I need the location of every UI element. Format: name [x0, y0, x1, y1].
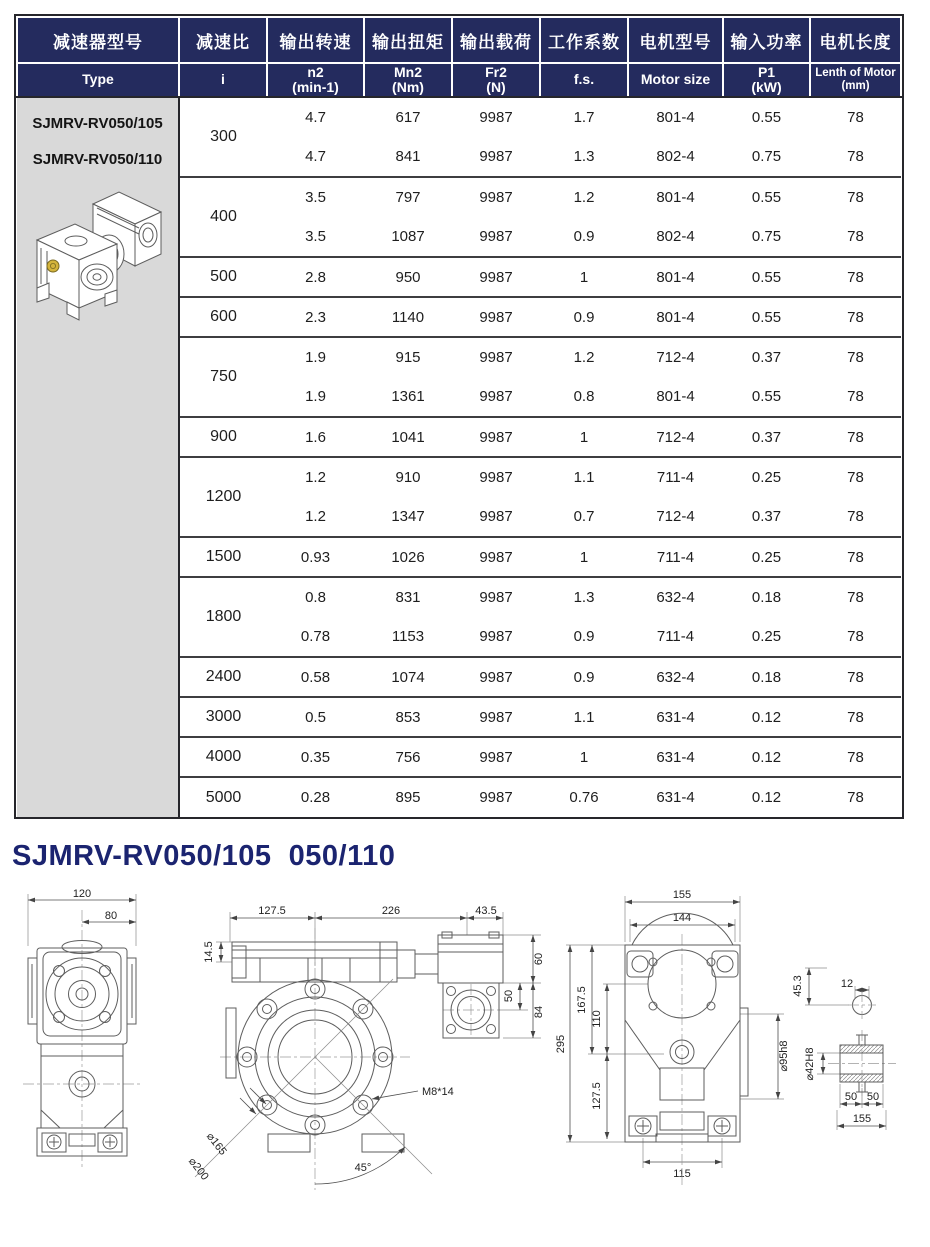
- cell: 0.25: [723, 457, 810, 497]
- col-header-speed-zh: 输出转速: [267, 17, 364, 63]
- dim-label: ⌀42H8: [804, 1047, 816, 1081]
- dim-label: 12: [840, 978, 854, 990]
- cell: 78: [847, 508, 864, 525]
- cell: 3.5: [305, 228, 326, 245]
- ratio-cell: 400: [179, 177, 267, 257]
- dim-label: ⌀165: [203, 1130, 229, 1158]
- cell: 2.8: [267, 257, 364, 297]
- cell: 78: [810, 697, 901, 737]
- cell: 0.78: [300, 628, 331, 645]
- cell: 1: [540, 737, 628, 777]
- cell: 712-4: [628, 337, 723, 377]
- header-row-zh: [17, 17, 901, 63]
- cell: 9987: [452, 257, 540, 297]
- cell: 1140: [364, 297, 452, 337]
- cell: 711-4: [628, 537, 723, 577]
- cell: 9987: [452, 577, 540, 617]
- spec-table: [14, 14, 904, 819]
- col-header-power-zh: 输入功率: [723, 17, 810, 63]
- cell: 78: [810, 417, 901, 457]
- cell: 0.55: [723, 177, 810, 217]
- cell: 841: [395, 148, 421, 165]
- col-header-torque-en: Mn2 (Nm): [364, 63, 452, 97]
- col-header-motor-en: Motor size: [628, 63, 723, 97]
- cell: 0.5: [267, 697, 364, 737]
- dim-label: 127.5: [258, 905, 286, 917]
- cell: 0.25: [723, 537, 810, 577]
- cell: 0.55: [723, 297, 810, 337]
- cell: 711-4: [628, 457, 723, 497]
- col-header-length-zh: 电机长度: [810, 17, 901, 63]
- dim-label: 295: [555, 1034, 567, 1054]
- ratio-cell: 500: [179, 257, 267, 297]
- ratio-cell: 300: [210, 128, 237, 145]
- col-header-type-zh: 减速器型号: [17, 17, 179, 63]
- cell: 0.12: [723, 777, 810, 817]
- cell: 78: [810, 457, 901, 497]
- cell: 78: [810, 777, 901, 817]
- cell: 1074: [364, 657, 452, 697]
- ratio-cell: 4000: [179, 737, 267, 777]
- cell: 1347: [391, 508, 425, 525]
- cell: 1087: [391, 228, 425, 245]
- cell: 0.76: [540, 777, 628, 817]
- cell: 631-4: [628, 737, 723, 777]
- dim-label: 43.5: [475, 905, 497, 917]
- cell: 0.55: [751, 109, 782, 126]
- dim-label: 155: [852, 1113, 872, 1125]
- col-header-length-en: Lenth of Motor (mm): [810, 63, 901, 97]
- cell: 0.7: [573, 508, 595, 525]
- col-header-motor-zh: 电机型号: [628, 17, 723, 63]
- cell: 1361: [391, 388, 425, 405]
- ratio-cell: 2400: [179, 657, 267, 697]
- cell: 9987: [479, 628, 513, 645]
- ratio-cell: 750: [179, 337, 267, 417]
- cell: 78: [810, 177, 901, 217]
- cell: 78: [810, 297, 901, 337]
- dim-label: 110: [591, 1010, 603, 1028]
- section-title: SJMRV-RV050/105 050/110: [12, 840, 396, 872]
- cell: 0.37: [723, 417, 810, 457]
- ratio-cell: 600: [179, 297, 267, 337]
- cell: 853: [364, 697, 452, 737]
- model-name: SJMRV-RV050/110: [32, 151, 163, 168]
- cell: 0.18: [723, 657, 810, 697]
- cell: 0.35: [267, 737, 364, 777]
- cell: 9987: [452, 737, 540, 777]
- cell: 632-4: [628, 577, 723, 617]
- cell: 0.18: [723, 577, 810, 617]
- cell: 9987: [452, 177, 540, 217]
- cell: 1041: [364, 417, 452, 457]
- dim-label: 45°: [354, 1162, 372, 1174]
- dim-label: 167.5: [576, 986, 588, 1014]
- dim-label: ⌀200: [185, 1155, 211, 1183]
- cell: 9987: [479, 109, 513, 126]
- cell: 801-4: [628, 297, 723, 337]
- col-header-torque-zh: 输出扭矩: [364, 17, 452, 63]
- cell: 1: [540, 257, 628, 297]
- cell: 4.7: [305, 148, 326, 165]
- cell: 78: [810, 537, 901, 577]
- cell: 1.6: [267, 417, 364, 457]
- cell: 801-4: [628, 257, 723, 297]
- cell: 801-4: [656, 109, 695, 126]
- model-cell: [17, 97, 179, 817]
- cell: 0.37: [751, 508, 782, 525]
- table-row: [17, 97, 901, 137]
- cell: 0.75: [751, 148, 782, 165]
- dim-label: 84: [533, 1005, 545, 1019]
- dim-label: 50: [866, 1091, 880, 1103]
- cell: 9987: [452, 417, 540, 457]
- cell: 1.1: [540, 457, 628, 497]
- col-header-ratio-zh: 减速比: [179, 17, 267, 63]
- dim-label: ⌀95h8: [778, 1040, 790, 1072]
- cell: 712-4: [628, 417, 723, 457]
- rear-view-drawing: [552, 888, 802, 1228]
- cell: 3.5: [267, 177, 364, 217]
- cell: 802-4: [656, 148, 695, 165]
- cell: 0.9: [540, 657, 628, 697]
- cell: 9987: [479, 148, 513, 165]
- col-header-load-en: Fr2 (N): [452, 63, 540, 97]
- cell: 910: [364, 457, 452, 497]
- dim-label: 60: [533, 952, 545, 966]
- cell: 0.58: [267, 657, 364, 697]
- cell: 0.9: [573, 628, 595, 645]
- cell: 1: [540, 417, 628, 457]
- dim-label: 120: [72, 888, 92, 900]
- col-header-ratio-en: i: [179, 63, 267, 97]
- col-header-load-zh: 输出载荷: [452, 17, 540, 63]
- model-name: SJMRV-RV050/105: [32, 115, 163, 132]
- cell: 9987: [452, 777, 540, 817]
- cell: 9987: [452, 537, 540, 577]
- ratio-cell: 5000: [179, 777, 267, 817]
- cell: 2.3: [267, 297, 364, 337]
- cell: 1.7: [573, 109, 595, 126]
- cell: 78: [847, 388, 864, 405]
- cell: 801-4: [656, 388, 695, 405]
- dim-label: 226: [381, 905, 401, 917]
- cell: 1026: [364, 537, 452, 577]
- header-row-en: [17, 63, 901, 97]
- cell: 9987: [479, 388, 513, 405]
- cell: 1.2: [540, 177, 628, 217]
- cell: 9987: [452, 697, 540, 737]
- cell: 631-4: [628, 777, 723, 817]
- cell: 0.37: [723, 337, 810, 377]
- col-header-type-en: Type: [17, 63, 179, 97]
- cell: 950: [364, 257, 452, 297]
- ratio-cell: 1800: [179, 577, 267, 657]
- dim-label: 115: [673, 1168, 691, 1180]
- col-header-fs-en: f.s.: [540, 63, 628, 97]
- cell: 831: [364, 577, 452, 617]
- cell: 1.3: [540, 577, 628, 617]
- cell: 0.9: [573, 228, 595, 245]
- cell: 632-4: [628, 657, 723, 697]
- cell: 0.75: [751, 228, 782, 245]
- cell: 78: [810, 337, 901, 377]
- cell: 1.9: [267, 337, 364, 377]
- dim-label: 127.5: [591, 1082, 603, 1110]
- ratio-cell: 3000: [179, 697, 267, 737]
- cell: 617: [395, 109, 421, 126]
- cell: 0.9: [540, 297, 628, 337]
- cell: 756: [364, 737, 452, 777]
- cell: 895: [364, 777, 452, 817]
- cell: 9987: [452, 297, 540, 337]
- dim-label: 80: [104, 910, 118, 922]
- ratio-cell: 900: [179, 417, 267, 457]
- cell: 9987: [452, 337, 540, 377]
- cell: 712-4: [656, 508, 695, 525]
- cell: 78: [810, 577, 901, 617]
- cell: 1.9: [305, 388, 326, 405]
- cell: 0.93: [267, 537, 364, 577]
- ratio-cell: 1200: [179, 457, 267, 537]
- cell: 802-4: [656, 228, 695, 245]
- cell: 78: [847, 109, 864, 126]
- cell: 9987: [452, 457, 540, 497]
- cell: 4.7: [305, 109, 326, 126]
- cell: 1.1: [540, 697, 628, 737]
- dim-label: 50: [844, 1091, 858, 1103]
- cell: 78: [810, 257, 901, 297]
- dim-label: 155: [672, 889, 692, 901]
- cell: 0.28: [267, 777, 364, 817]
- cell: 0.8: [267, 577, 364, 617]
- dim-label: 14.5: [203, 941, 215, 963]
- product-image: [23, 178, 173, 343]
- cell: 631-4: [628, 697, 723, 737]
- side-view-drawing: [150, 888, 610, 1240]
- cell: 915: [364, 337, 452, 377]
- cell: 711-4: [656, 628, 695, 645]
- cell: 9987: [452, 657, 540, 697]
- cell: 78: [847, 228, 864, 245]
- cell: 0.25: [751, 628, 782, 645]
- yellow-plug: [47, 260, 59, 272]
- cell: 797: [364, 177, 452, 217]
- col-header-speed-en: n2 (min-1): [267, 63, 364, 97]
- cell: 0.55: [751, 388, 782, 405]
- dim-label: 45.3: [792, 975, 804, 997]
- col-header-power-en: P1 (kW): [723, 63, 810, 97]
- cell: 9987: [479, 508, 513, 525]
- cell: 1.2: [305, 508, 326, 525]
- cell: 801-4: [628, 177, 723, 217]
- cell: 78: [810, 737, 901, 777]
- cell: 0.55: [723, 257, 810, 297]
- ratio-cell: 1500: [179, 537, 267, 577]
- cell: 78: [847, 148, 864, 165]
- cell: 78: [810, 657, 901, 697]
- col-header-fs-zh: 工作系数: [540, 17, 628, 63]
- cell: 1.2: [267, 457, 364, 497]
- cell: 1.3: [573, 148, 595, 165]
- cell: 1153: [391, 628, 425, 645]
- cell: 0.12: [723, 737, 810, 777]
- shaft-detail-drawing: [783, 948, 928, 1148]
- cell: 0.12: [723, 697, 810, 737]
- dim-label: 50: [503, 989, 515, 1003]
- cell: 1: [540, 537, 628, 577]
- dim-label: 144: [672, 912, 692, 924]
- cell: 0.8: [573, 388, 595, 405]
- dim-label: M8*14: [422, 1086, 454, 1098]
- cell: 78: [847, 628, 864, 645]
- cell: 1.2: [540, 337, 628, 377]
- cell: 9987: [479, 228, 513, 245]
